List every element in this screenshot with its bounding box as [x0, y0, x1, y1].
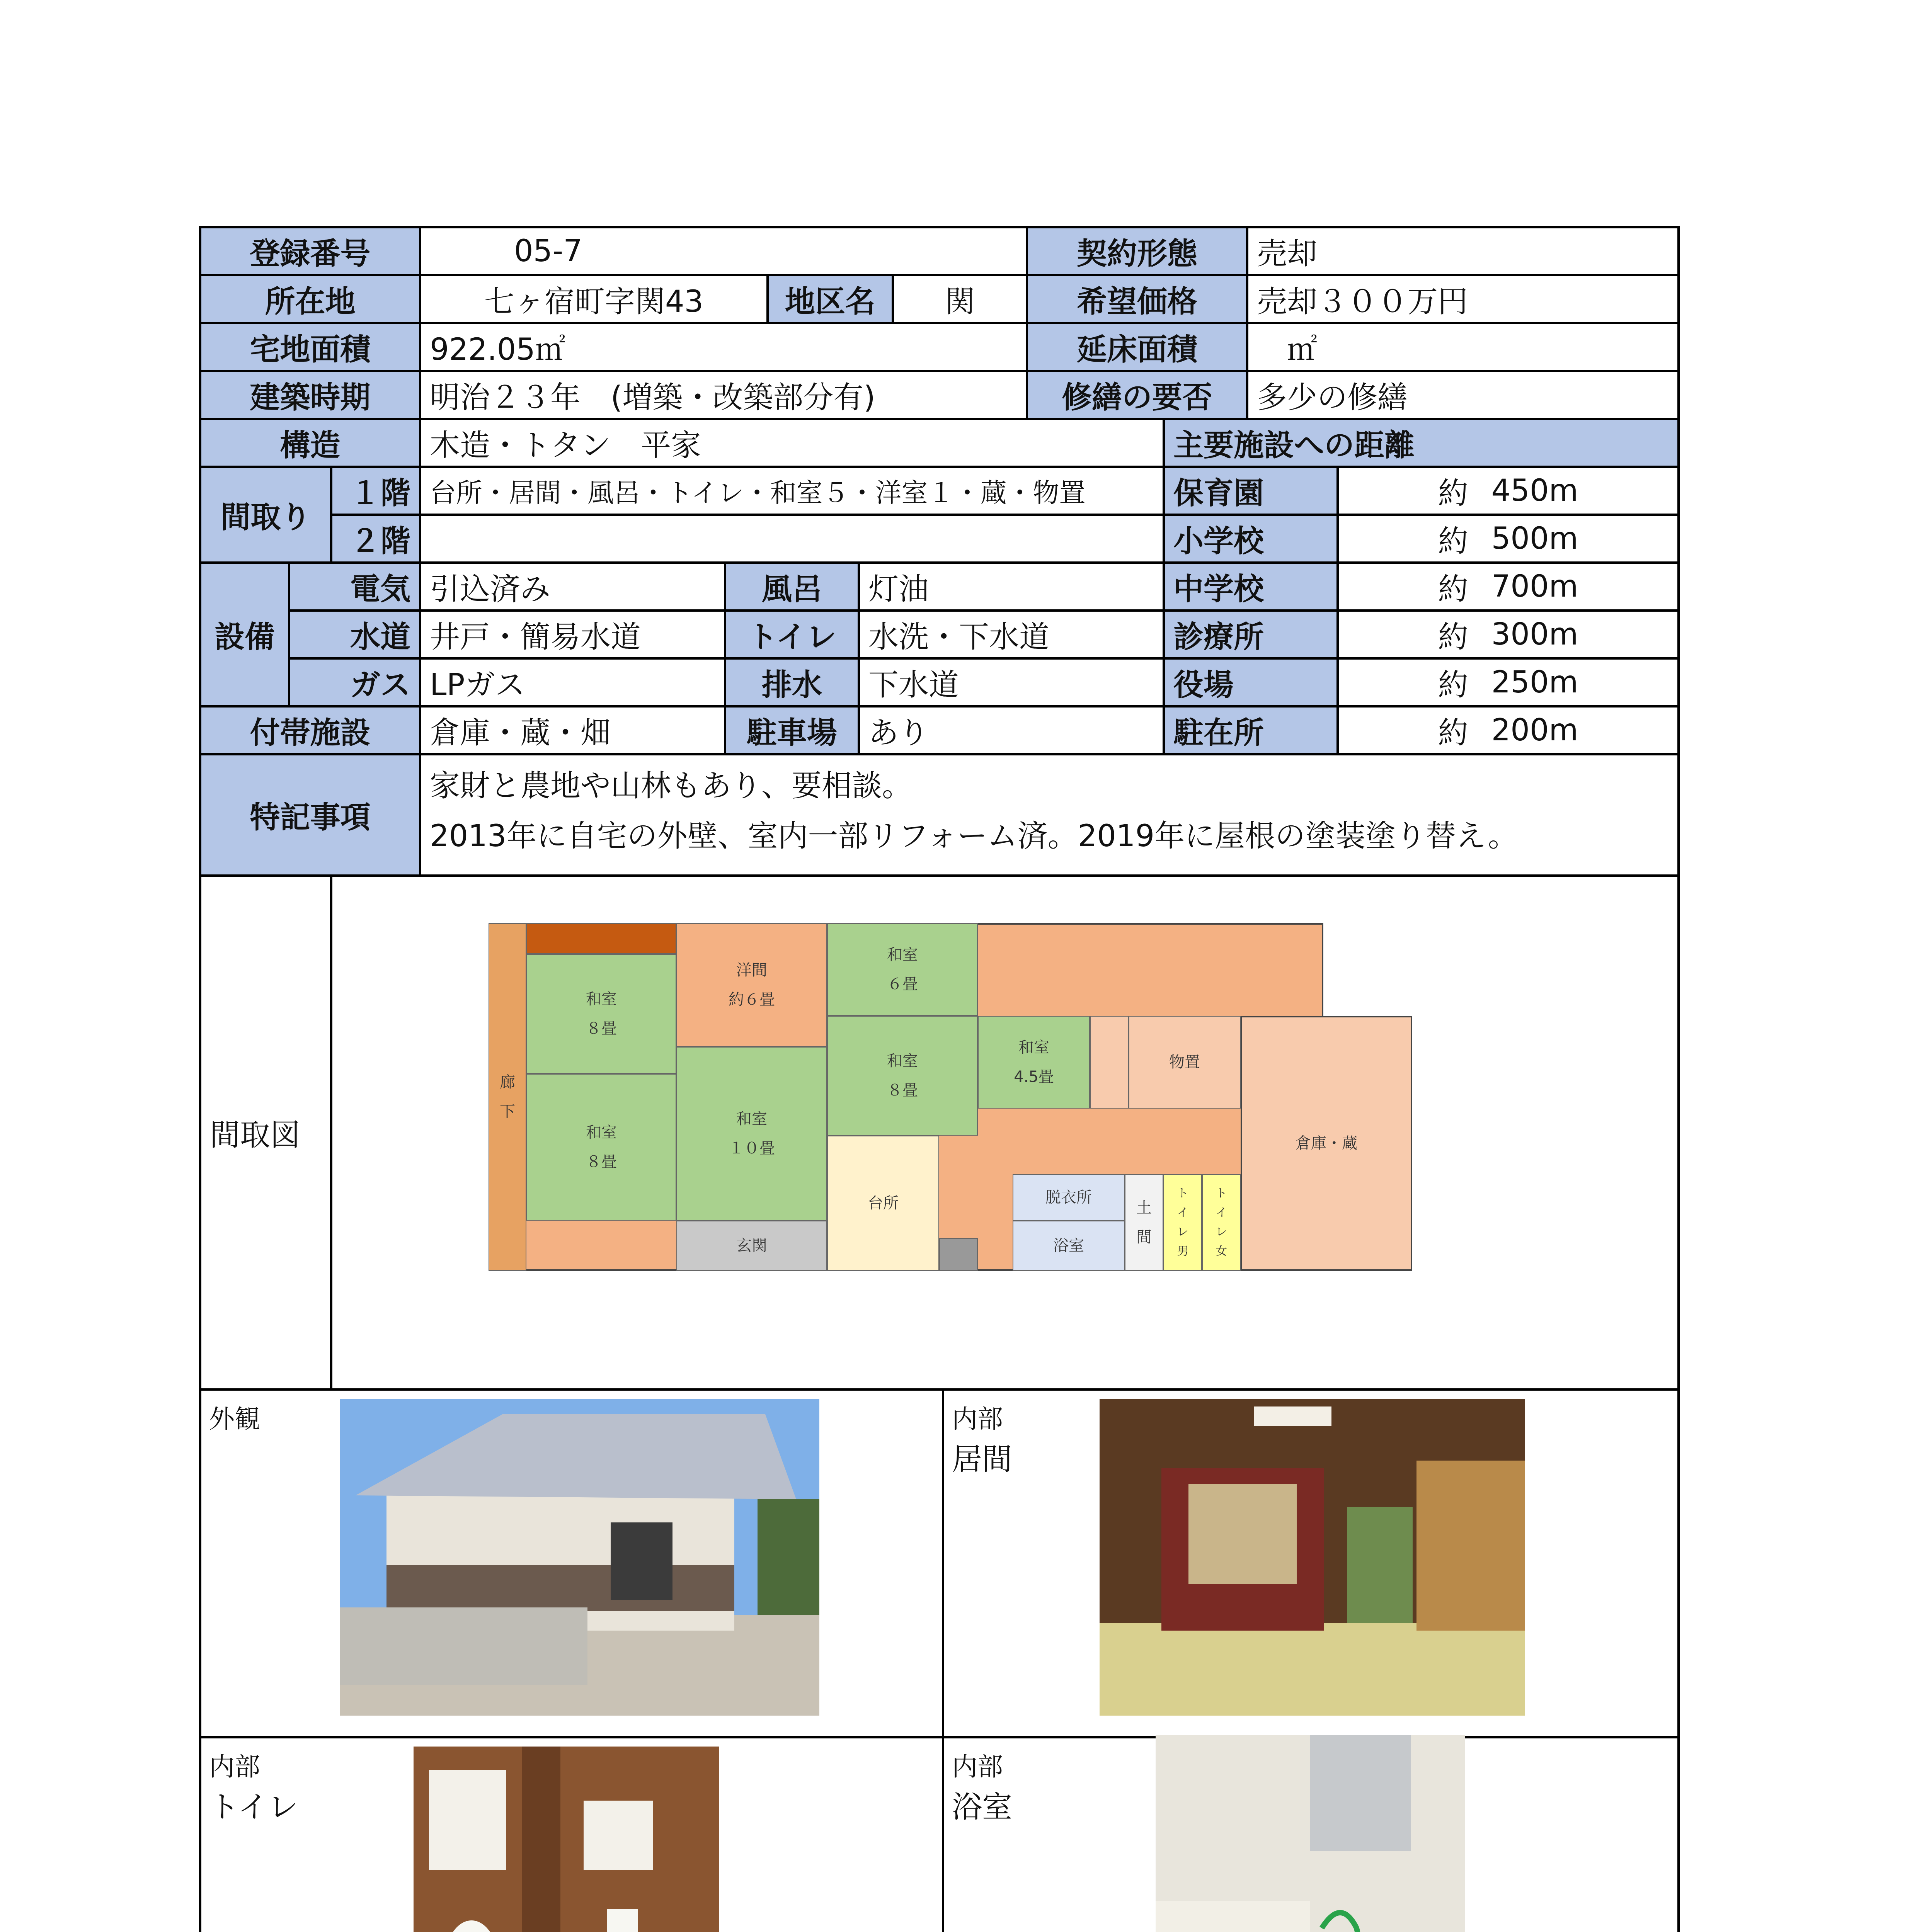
distance-label: 主要施設への距離: [1163, 418, 1680, 468]
repair-label: 修繕の要否: [1026, 370, 1248, 420]
room-rouka: 廊 下: [489, 923, 526, 1271]
toilet-photo: [414, 1747, 719, 1932]
notes: [419, 753, 1680, 877]
room-datsuijo: 脱衣所: [1013, 1174, 1125, 1221]
exterior-photo: [340, 1399, 819, 1716]
land-area-label: 宅地面積: [199, 322, 421, 372]
distance-name: 駐在所: [1163, 705, 1339, 755]
toilet-label: トイレ: [724, 609, 860, 660]
notes-line: 2013年に自宅の外壁、室内一部リフォーム済。2019年に屋根の塗装塗り替え。: [430, 819, 1518, 854]
distance-value: 約 700m: [1336, 561, 1680, 612]
photo-caption: 外観: [209, 1404, 260, 1434]
reg-no: 05-7: [419, 226, 1028, 276]
location: 七ヶ宿町字関43: [419, 274, 769, 324]
distance-name: 診療所: [1163, 609, 1339, 660]
distance-name: 役場: [1163, 657, 1339, 707]
floorplan-fixture: [939, 1238, 978, 1271]
room-washitsu8c: 和室 ８畳: [827, 1016, 978, 1136]
built-label: 建築時期: [199, 370, 421, 420]
room-monooki: 物置: [1129, 1016, 1241, 1109]
distance-value: 約 200m: [1336, 705, 1680, 755]
floor1-label: １階: [330, 466, 421, 516]
photo-subcaption: 浴室: [952, 1790, 1013, 1825]
floorplan-label: 間取図: [199, 874, 332, 1391]
distance-value: 約 500m: [1336, 514, 1680, 564]
bathroom-photo: [1156, 1735, 1465, 1932]
room-toilet-m: ト イ レ 男: [1163, 1174, 1202, 1271]
floor2-label: ２階: [330, 514, 421, 564]
photo-subcaption: 居間: [952, 1442, 1013, 1477]
distance-value: 約 450m: [1336, 466, 1680, 516]
distance-value: 約 300m: [1336, 609, 1680, 660]
photo-caption: 内部: [209, 1752, 260, 1782]
notes-line: 家財と農地や山林もあり、要相談。: [430, 769, 913, 803]
photo-caption: 内部: [952, 1404, 1003, 1434]
layout-label: 間取り: [199, 466, 332, 564]
drain-label: 排水: [724, 657, 860, 707]
floorplan-closet: [1090, 1016, 1129, 1109]
price-label: 希望価格: [1026, 274, 1248, 324]
floor-area-label: 延床面積: [1026, 322, 1248, 372]
bath-label: 風呂: [724, 561, 860, 612]
structure-label: 構造: [199, 418, 421, 468]
reg-no-label: 登録番号: [199, 226, 421, 276]
contract-label: 契約形態: [1026, 226, 1248, 276]
gas: LPガス: [419, 657, 726, 707]
annex: 倉庫・蔵・畑: [419, 705, 726, 755]
room-souko: 倉庫・蔵: [1241, 1016, 1412, 1271]
room-washitsu6: 和室 ６畳: [827, 923, 978, 1016]
floorplan-area: [330, 874, 1680, 1391]
room-toilet-f: ト イ レ 女: [1202, 1174, 1241, 1271]
distance-name: 小学校: [1163, 514, 1339, 564]
floor1: 台所・居間・風呂・トイレ・和室５・洋室１・蔵・物置: [419, 466, 1165, 516]
contract: 売却: [1246, 226, 1680, 276]
electric: 引込済み: [419, 561, 726, 612]
room-doma: 土 間: [1125, 1174, 1163, 1271]
district: 関: [892, 274, 1028, 324]
electric-label: 電気: [288, 561, 421, 612]
photo-caption: 内部: [952, 1752, 1003, 1782]
room-washitsu45: 和室 4.5畳: [978, 1016, 1090, 1109]
room-yokushitsu: 浴室: [1013, 1221, 1125, 1271]
water-label: 水道: [288, 609, 421, 660]
parking-label: 駐車場: [724, 705, 860, 755]
room-daidokoro: 台所: [827, 1136, 939, 1271]
living-room-photo: [1100, 1399, 1525, 1716]
floor2: [419, 514, 1165, 564]
room-youma: 洋間 約６畳: [676, 923, 827, 1047]
built: 明治２３年 (増築・改築部分有): [419, 370, 1028, 420]
distance-name: 中学校: [1163, 561, 1339, 612]
photo-subcaption: トイレ: [209, 1790, 298, 1825]
room-washitsu10: 和室 １０畳: [676, 1047, 827, 1221]
drain: 下水道: [858, 657, 1165, 707]
floorplan: [332, 877, 1677, 1388]
location-label: 所在地: [199, 274, 421, 324]
room-genkan: 玄関: [676, 1221, 827, 1271]
distance-name: 保育園: [1163, 466, 1339, 516]
water: 井戸・簡易水道: [419, 609, 726, 660]
wall-block: [526, 923, 676, 954]
price: 売却３００万円: [1246, 274, 1680, 324]
room-washitsu8b: 和室 ８畳: [526, 1074, 676, 1221]
notes-label: 特記事項: [199, 753, 421, 877]
toilet: 水洗・下水道: [858, 609, 1165, 660]
structure: 木造・トタン 平家: [419, 418, 1165, 468]
parking: あり: [858, 705, 1165, 755]
annex-label: 付帯施設: [199, 705, 421, 755]
facilities-label: 設備: [199, 561, 290, 707]
floor-area: ㎡: [1246, 322, 1680, 372]
room-washitsu8a: 和室 ８畳: [526, 954, 676, 1074]
gas-label: ガス: [288, 657, 421, 707]
land-area: 922.05㎡: [419, 322, 1028, 372]
repair: 多少の修繕: [1246, 370, 1680, 420]
district-label: 地区名: [766, 274, 894, 324]
bath: 灯油: [858, 561, 1165, 612]
distance-value: 約 250m: [1336, 657, 1680, 707]
